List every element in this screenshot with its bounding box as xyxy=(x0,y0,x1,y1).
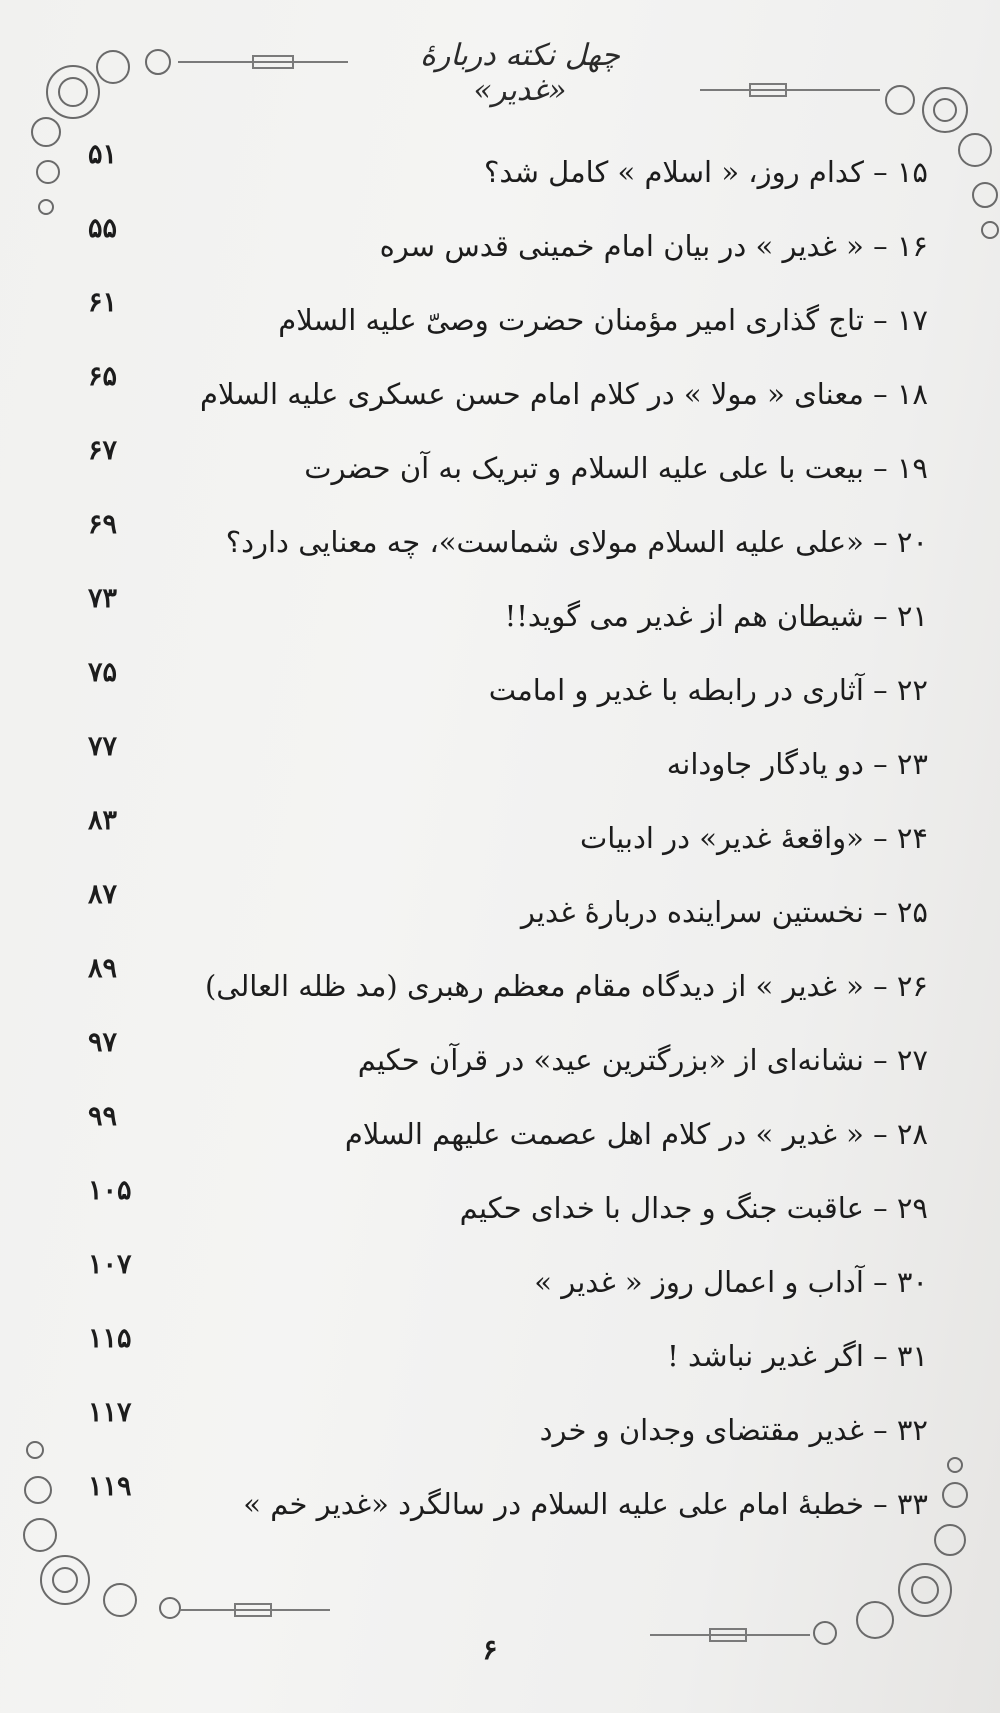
toc-entry xyxy=(60,287,940,363)
toc-entry xyxy=(60,213,940,289)
toc-entry-page: ۵۵ xyxy=(88,213,118,244)
toc-entry xyxy=(60,583,940,659)
toc-entry-page: ۸۳ xyxy=(88,805,118,836)
toc-entry xyxy=(60,509,940,585)
toc-entry xyxy=(60,879,940,955)
toc-entry xyxy=(60,805,940,881)
toc-entry-page: ۱۰۷ xyxy=(88,1249,132,1280)
toc-entry xyxy=(60,1027,940,1103)
toc-entry-page: ۶۵ xyxy=(88,361,118,392)
toc-entry-title: ۱۷ – تاج گذاری امیر مؤمنان حضرت وصیّ علیه السلام xyxy=(278,303,928,337)
toc-entry-title: ۱۵ – کدام روز، « اسلام » کامل شد؟ xyxy=(484,155,928,189)
toc-entry-page: ۷۵ xyxy=(88,657,118,688)
toc-entry xyxy=(60,139,940,215)
toc-entry-page: ۸۷ xyxy=(88,879,118,910)
running-header-title: چهل نکته دربارهٔ «غدیر» xyxy=(420,38,620,108)
toc-entry-page: ۹۷ xyxy=(88,1027,118,1058)
toc-entry-title: ۲۳ – دو یادگار جاودانه xyxy=(666,747,928,781)
toc-entry xyxy=(60,1397,940,1473)
toc-entry-title: ۳۳ – خطبهٔ امام علی علیه السلام در سالگرد «غدیر خم » xyxy=(243,1487,928,1521)
toc-entry xyxy=(60,1471,940,1547)
toc-entry-title: ۳۲ – غدیر مقتضای وجدان و خرد xyxy=(539,1413,928,1447)
toc-entry-page: ۶۱ xyxy=(88,287,118,318)
toc-entry-title: ۲۴ – «واقعهٔ غدیر» در ادبیات xyxy=(579,821,928,855)
toc-entry-page: ۱۰۵ xyxy=(88,1175,132,1206)
toc-entry-title: ۳۰ – آداب و اعمال روز « غدیر » xyxy=(534,1265,928,1299)
toc-entry-title: ۲۵ – نخستین سراینده دربارهٔ غدیر xyxy=(520,895,928,929)
toc-entry xyxy=(60,1175,940,1251)
toc-entry-page: ۱۱۵ xyxy=(88,1323,132,1354)
page-number: ۶ xyxy=(482,1633,498,1666)
toc-entry-page: ۵۱ xyxy=(88,139,118,170)
toc-entry-page: ۱۱۹ xyxy=(88,1471,132,1502)
toc-entry xyxy=(60,361,940,437)
toc-entry-page: ۸۹ xyxy=(88,953,118,984)
toc-entry-title: ۱۶ – « غدیر » در بیان امام خمینی قدس سره xyxy=(379,229,928,263)
corner-ornament-bottom-right xyxy=(650,1455,990,1655)
toc-entry xyxy=(60,435,940,511)
toc-entry-title: ۲۲ – آثاری در رابطه با غدیر و امامت xyxy=(488,673,928,707)
toc-entry-title: ۲۱ – شیطان هم از غدیر می گوید!! xyxy=(504,599,928,633)
toc-entry-page: ۱۱۷ xyxy=(88,1397,132,1428)
toc-entry-title: ۱۹ – بیعت با علی علیه السلام و تبریک به آن حضرت xyxy=(304,451,928,485)
toc-entry-page: ۹۹ xyxy=(88,1101,118,1132)
toc-entry xyxy=(60,731,940,807)
toc-entry xyxy=(60,1101,940,1177)
toc-entry-page: ۶۹ xyxy=(88,509,118,540)
toc-entry-title: ۳۱ – اگر غدیر نباشد ! xyxy=(667,1339,928,1373)
toc-entry-page: ۷۳ xyxy=(88,583,118,614)
toc-entry xyxy=(60,953,940,1029)
toc-entry-page: ۶۷ xyxy=(88,435,118,466)
toc-entry-title: ۲۰ – «علی علیه السلام مولای شماست»، چه معنایی دارد؟ xyxy=(225,525,928,559)
toc-entry-title: ۲۸ – « غدیر » در کلام اهل عصمت علیهم السلام xyxy=(344,1117,928,1151)
toc-entry-title: ۱۸ – معنای « مولا » در کلام امام حسن عسکری علیه السلام xyxy=(200,377,928,411)
toc-entry-title: ۲۶ – « غدیر » از دیدگاه مقام معظم رهبری (مد ظله العالی) xyxy=(204,969,928,1003)
toc-entry xyxy=(60,1249,940,1325)
toc-entry-title: ۲۷ – نشانه‌ای از «بزرگترین عید» در قرآن حکیم xyxy=(357,1043,928,1077)
toc-entry xyxy=(60,657,940,733)
toc-entry xyxy=(60,1323,940,1399)
toc-entry-title: ۲۹ – عاقبت جنگ و جدال با خدای حکیم xyxy=(459,1191,928,1225)
toc-entry-page: ۷۷ xyxy=(88,731,118,762)
